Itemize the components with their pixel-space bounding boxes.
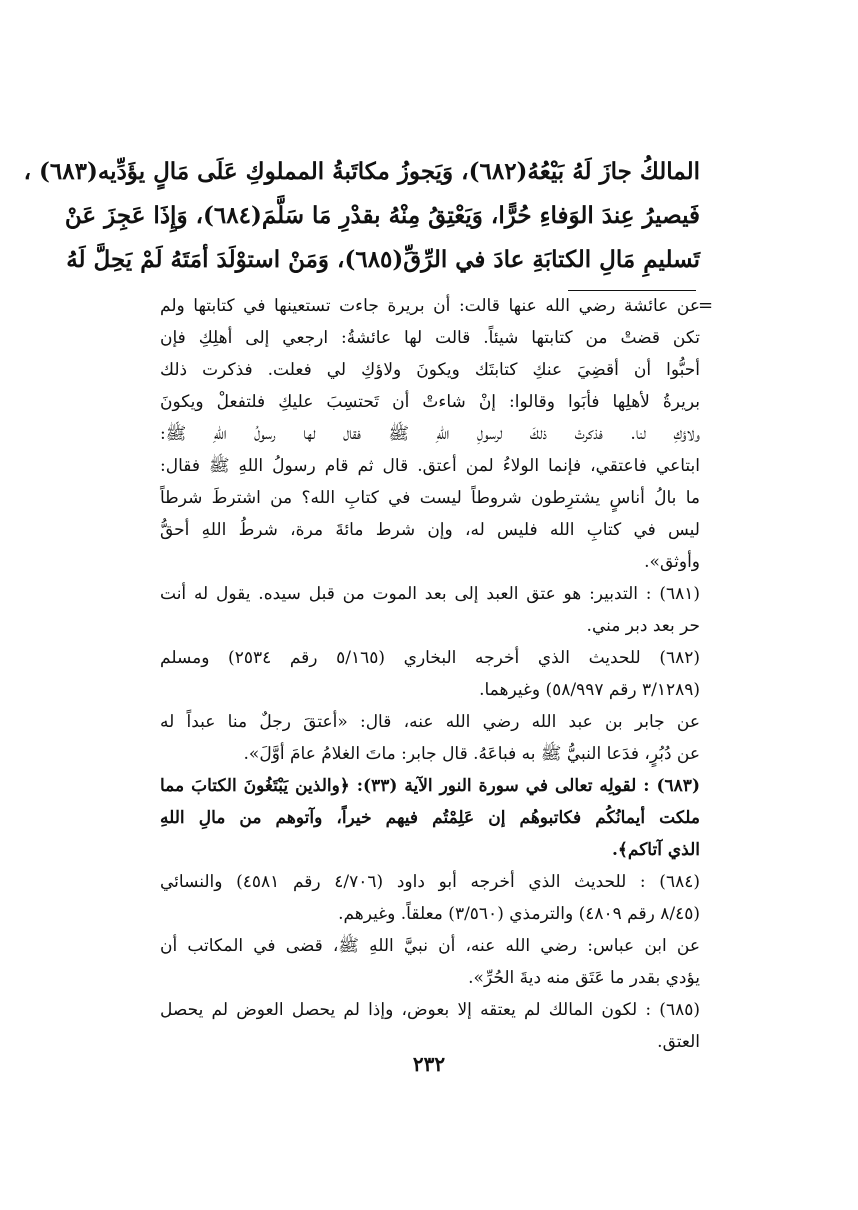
- main-line: المالكُ جازَ لَهُ بَيْعُهُ(٦٨٢)، وَيَجوزُ مكاتَبةُ المملوكِ عَلَى مَالٍ يؤَدِّيه(٦٨٣) ،: [23, 158, 700, 185]
- footnote-line: عن دُبُرٍ، فدَعا النبيُّ ﷺ به فباعَهُ. قال جابر: ماتَ الغلامُ عامَ أوَّلَ».: [243, 744, 700, 764]
- main-line: فَيصيرُ عِندَ الوَفاءِ حُرًّا، وَيَعْتِقُ مِنْهُ بقدْرِ مَا سَلَّمَ(٦٨٤)، وَإِذَا عَجِزَ عَنْ: [64, 202, 700, 229]
- footnote-line: العتق.: [657, 1032, 700, 1052]
- footnote-line: (٦٨١) : التدبير: هو عتق العبد إلى بعد الموت من قبل سيده. يقول له أنت: [160, 584, 700, 604]
- footnote-line: (٣/١٢٨٩ رقم ٥٨/٩٩٧) وغيرهما.: [479, 680, 700, 700]
- footnote-line: (٦٨٥) : لكون المالك لم يعتقه إلا بعوض، وإذا لم يحصل العوض لم يحصل: [160, 1000, 700, 1020]
- main-line: تَسليمِ مَالِ الكتابَةِ عادَ في الرِّقِّ(٦٨٥)، وَمَنْ استوْلَدَ أمَتَهُ لَمْ يَحِلَّ لَهُ: [66, 246, 700, 273]
- footnote-line: الذي آتاكم﴾.: [612, 840, 700, 860]
- footnote-line: (٦٨٣) : لقولِه تعالى في سورة النور الآية (٣٣): ﴿والذين يَبْتَغُونَ الكتابَ مما: [160, 776, 700, 796]
- footnote-line: ملكت أيمانُكُم فكاتبوهُم إن عَلِمْتُم فيهم خيراً، وآتوهم من مالِ اللهِ: [160, 808, 700, 828]
- footnote-line: ابتاعي فاعتقي، فإنما الولاءُ لمن أعتق. قال ثم قام رسولُ اللهِ ﷺ فقال:: [160, 456, 700, 476]
- footnote-line: (٨/٤٥ رقم ٤٨٠٩) والترمذي (٣/٥٦٠) معلقاً. وغيرهم.: [338, 904, 700, 924]
- footnote-line: وأوثق».: [644, 552, 700, 572]
- footnote-line: ولاؤكِ لنا. فذكرتْ ذلكَ لرسولِ اللهِ ﷺ فقال لها رسولُ اللهِ ﷺ:: [160, 424, 700, 444]
- footnote-line: أحبُّوا أن أقضِيَ عنكِ كتابتَك ويكونَ ولاؤكِ لي فعلت. فذكرت ذلك: [160, 360, 700, 380]
- footnote-line: عن عائشة رضي الله عنها قالت: أن بريرة جاءت تستعينها في كتابتها ولم: [160, 296, 700, 316]
- footnotes: [160, 290, 700, 1058]
- footnote-line: عن جابر بن عبد الله رضي الله عنه، قال: «أعتقَ رجلٌ منا عبداً له: [160, 712, 700, 732]
- footnote-line: عن ابن عباس: رضي الله عنه، أن نبيَّ اللهِ ﷺ، قضى في المكاتب أن: [160, 936, 700, 956]
- footnote-continuation-marker: =: [698, 295, 714, 316]
- footnote-line: بريرةُ لأهلِها فأبَوا وقالوا: إنْ شاءتْ أن تَحتسِبَ عليكِ فلتفعلْ ويكونَ: [160, 392, 700, 412]
- page-number: ٢٣٢: [412, 1052, 446, 1076]
- main-text: [23, 150, 700, 282]
- footnote-line: حر بعد دبر مني.: [586, 616, 700, 636]
- footnote-line: تكن قضتْ من كتابتها شيئاً. قالت لها عائشةُ: ارجعي إلى أهلِكِ فإن: [160, 328, 700, 348]
- footnote-line: (٦٨٤) : للحديث الذي أخرجه أبو داود (٤/٧٠٦ رقم ٤٥٨١) والنسائي: [160, 872, 700, 892]
- footnote-line: (٦٨٢) للحديث الذي أخرجه البخاري (٥/١٦٥ رقم ٢٥٣٤) ومسلم: [160, 648, 701, 668]
- footnote-line: ليس في كتابِ الله فليس له، وإن شرط مائةَ مرة، شرطُ اللهِ أحقُّ: [160, 520, 700, 540]
- footnote-line: يؤدي بقدر ما عَتَق منه ديةَ الحُرِّ».: [468, 968, 700, 988]
- footnote-line: ما بالُ أناسٍ يشترِطون شروطاً ليست في كتابِ الله؟ من اشترطَ شرطاً: [160, 488, 700, 508]
